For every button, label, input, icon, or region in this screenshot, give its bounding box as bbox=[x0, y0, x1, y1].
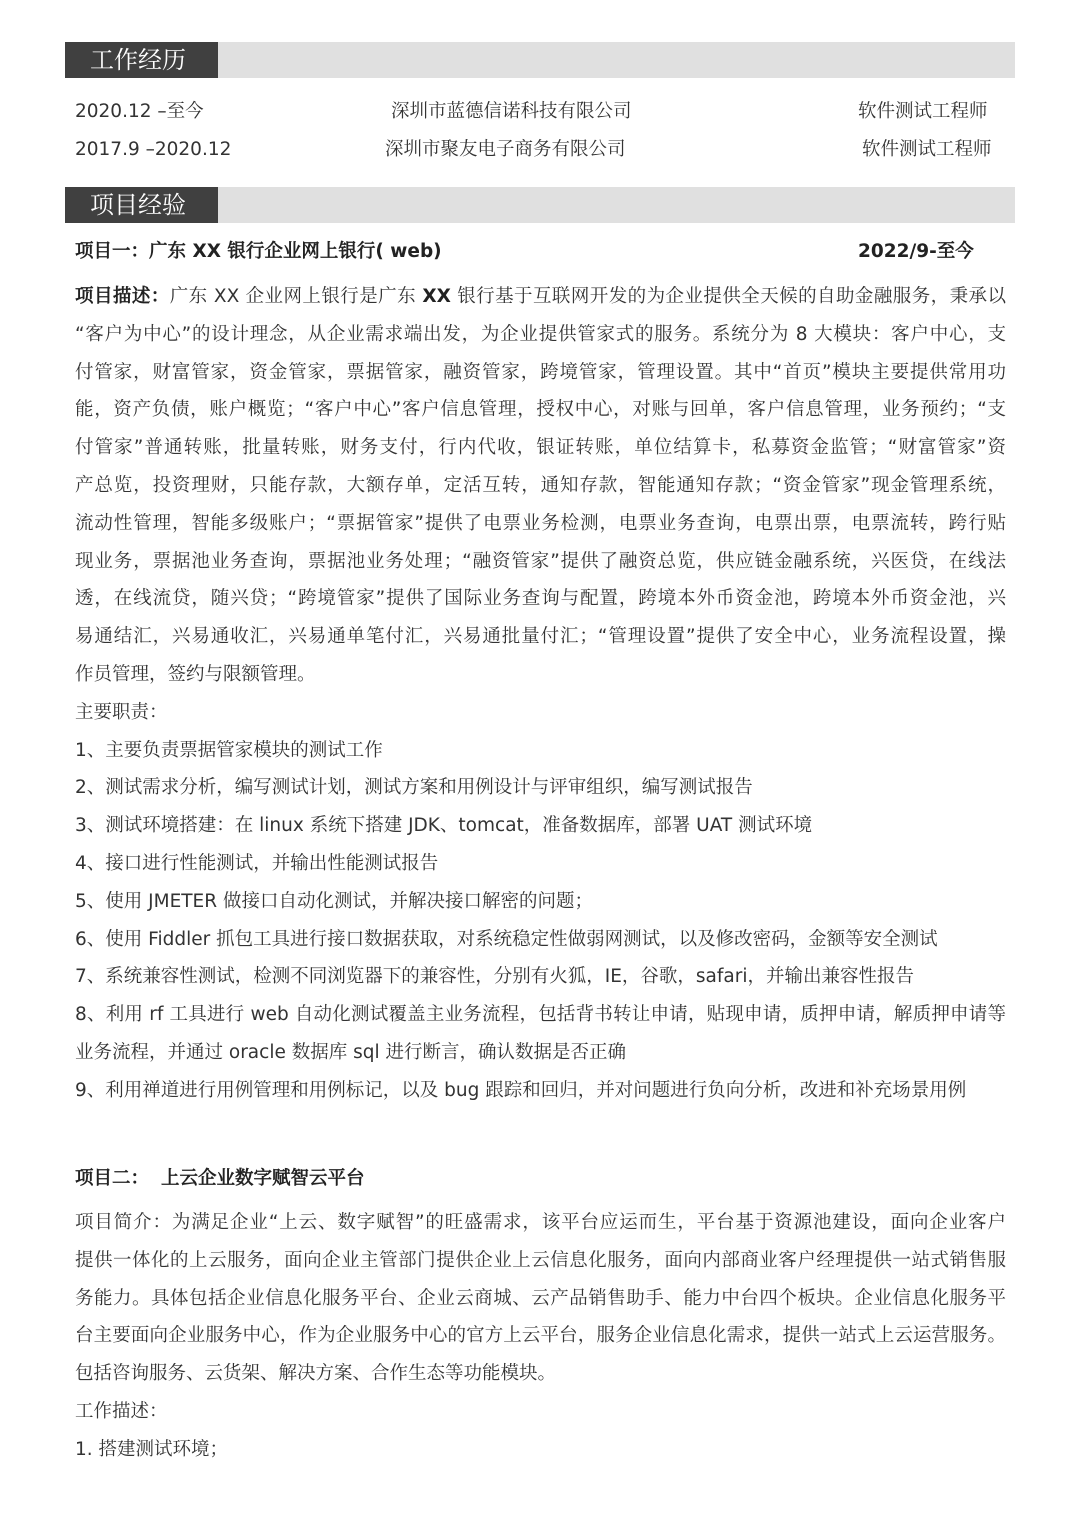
description-text: 广东 XX 企业网上银行是广东 bbox=[169, 286, 423, 307]
intro-line: 台主要面向企业服务中心，作为企业服务中心的官方上云平台，服务企业信息化需求，提供一站式上云运营服务。 bbox=[75, 1325, 1006, 1347]
work-description-label: 工作描述： bbox=[75, 1400, 168, 1422]
intro-line: 项目简介：为满足企业“上云、数字赋智”的旺盛需求，该平台应运而生，平台基于资源池建设，面向企业客户 bbox=[75, 1212, 1006, 1233]
description-line: 付管家”普通转账，批量转账，财务支付，行内代收，银证转账，单位结算卡，私募资金监管；“财富管家”资 bbox=[75, 437, 1006, 459]
duty-item: 5、使用 JMETER 做接口自动化测试，并解决接口解密的问题； bbox=[75, 890, 593, 912]
work-row bbox=[0, 131, 1080, 169]
duty-item-continuation: 业务流程，并通过 oracle 数据库 sql 进行断言，确认数据是否正确 bbox=[75, 1041, 627, 1063]
project1-title: 项目一：广东 XX 银行企业网上银行( web) bbox=[75, 241, 442, 262]
work-experience-header bbox=[65, 42, 1015, 78]
project2-heading-row bbox=[0, 1160, 1080, 1198]
project1-body bbox=[75, 278, 1006, 1110]
duty-item: 3、测试环境搭建：在 linux 系统下搭建 JDK、tomcat，准备数据库，部署 UAT 测试环境 bbox=[75, 815, 813, 837]
duty-item: 8、利用 rf 工具进行 web 自动化测试覆盖主业务流程，包括背书转让申请，贴现申请，质押申请，解质押申请等 bbox=[75, 1004, 1006, 1026]
duty-item: 7、系统兼容性测试，检测不同浏览器下的兼容性，分别有火狐，IE，谷歌，safari，并输出兼容性报告 bbox=[75, 966, 914, 988]
description-line: “客户为中心”的设计理念，从企业需求端出发，为企业提供管家式的服务。系统分为 8 大模块：客户中心，支 bbox=[75, 323, 1006, 345]
description-line: 作员管理，签约与限额管理。 bbox=[75, 663, 316, 685]
project2-body bbox=[75, 1204, 1006, 1469]
task-item: 1. 搭建测试环境； bbox=[75, 1438, 229, 1460]
description-text: 银行基于互联网开发的为企业提供全天候的自助金融服务，秉承以 bbox=[450, 286, 1006, 307]
work-position: 软件测试工程师 bbox=[862, 139, 992, 160]
description-label: 项目描述： bbox=[75, 286, 170, 307]
intro-line: 务能力。具体包括企业信息化服务平台、企业云商城、云产品销售助手、能力中台四个板块。企业信息化服务平 bbox=[75, 1287, 1006, 1309]
duty-item: 9、利用禅道进行用例管理和用例标记，以及 bug 跟踪和回归，并对问题进行负向分析，改进和补充场景用例 bbox=[75, 1079, 967, 1101]
work-row bbox=[0, 93, 1080, 131]
duty-item: 6、使用 Fiddler 抓包工具进行接口数据获取，对系统稳定性做弱网测试，以及修改密码，金额等安全测试 bbox=[75, 928, 938, 950]
description-text-bold: XX bbox=[422, 286, 451, 307]
duty-item: 2、测试需求分析，编写测试计划，测试方案和用例设计与评审组织，编写测试报告 bbox=[75, 777, 753, 799]
section-header-bar bbox=[218, 42, 1015, 78]
section-header-bar bbox=[218, 187, 1015, 223]
description-line: 付管家，财富管家，资金管家，票据管家，融资管家，跨境管家，管理设置。其中“首页”模块主要提供常用功 bbox=[75, 361, 1006, 383]
description-line: 易通结汇，兴易通收汇，兴易通单笔付汇，兴易通批量付汇；“管理设置”提供了安全中心，业务流程设置，操 bbox=[75, 626, 1006, 648]
description-line: 流动性管理，智能多级账户；“票据管家”提供了电票业务检测，电票业务查询，电票出票，电票流转，跨行贴 bbox=[75, 512, 1006, 534]
intro-line: 包括咨询服务、云货架、解决方案、合作生态等功能模块。 bbox=[75, 1363, 557, 1385]
project-experience-header bbox=[65, 187, 1015, 223]
project-experience-title: 项目经验 bbox=[65, 187, 218, 223]
project2-title: 上云企业数字赋智云平台 bbox=[161, 1168, 365, 1189]
work-period: 2020.12 –至今 bbox=[75, 101, 204, 122]
duty-item: 4、接口进行性能测试，并输出性能测试报告 bbox=[75, 852, 439, 874]
description-line: 能，资产负债，账户概览；“客户中心”客户信息管理，授权中心，对账与回单，客户信息管理，业务预约；“支 bbox=[75, 399, 1006, 421]
work-experience-title: 工作经历 bbox=[65, 42, 218, 78]
project1-heading-row bbox=[0, 233, 1080, 271]
project2-label: 项目二： bbox=[75, 1168, 150, 1189]
work-company: 深圳市蓝德信诺科技有限公司 bbox=[391, 101, 632, 122]
duty-item: 1、主要负责票据管家模块的测试工作 bbox=[75, 739, 383, 761]
work-company: 深圳市聚友电子商务有限公司 bbox=[385, 139, 626, 160]
description-line bbox=[75, 278, 1006, 316]
work-period: 2017.9 –2020.12 bbox=[75, 139, 232, 160]
description-line: 产总览，投资理财，只能存款，大额存单，定活互转，通知存款，智能通知存款；“资金管家”现金管理系统， bbox=[75, 474, 1006, 496]
intro-line: 提供一体化的上云服务，面向企业主管部门提供企业上云信息化服务，面向内部商业客户经理提供一站式销售服 bbox=[75, 1249, 1006, 1271]
duties-label: 主要职责： bbox=[75, 701, 168, 723]
project1-date: 2022/9-至今 bbox=[858, 241, 974, 262]
description-line: 现业务，票据池业务查询，票据池业务处理；“融资管家”提供了融资总览，供应链金融系统，兴医贷，在线法 bbox=[75, 550, 1006, 572]
description-line: 透，在线流贷，随兴贷；“跨境管家”提供了国际业务查询与配置，跨境本外币资金池，跨境本外币资金池，兴 bbox=[75, 588, 1006, 610]
work-position: 软件测试工程师 bbox=[858, 101, 988, 122]
